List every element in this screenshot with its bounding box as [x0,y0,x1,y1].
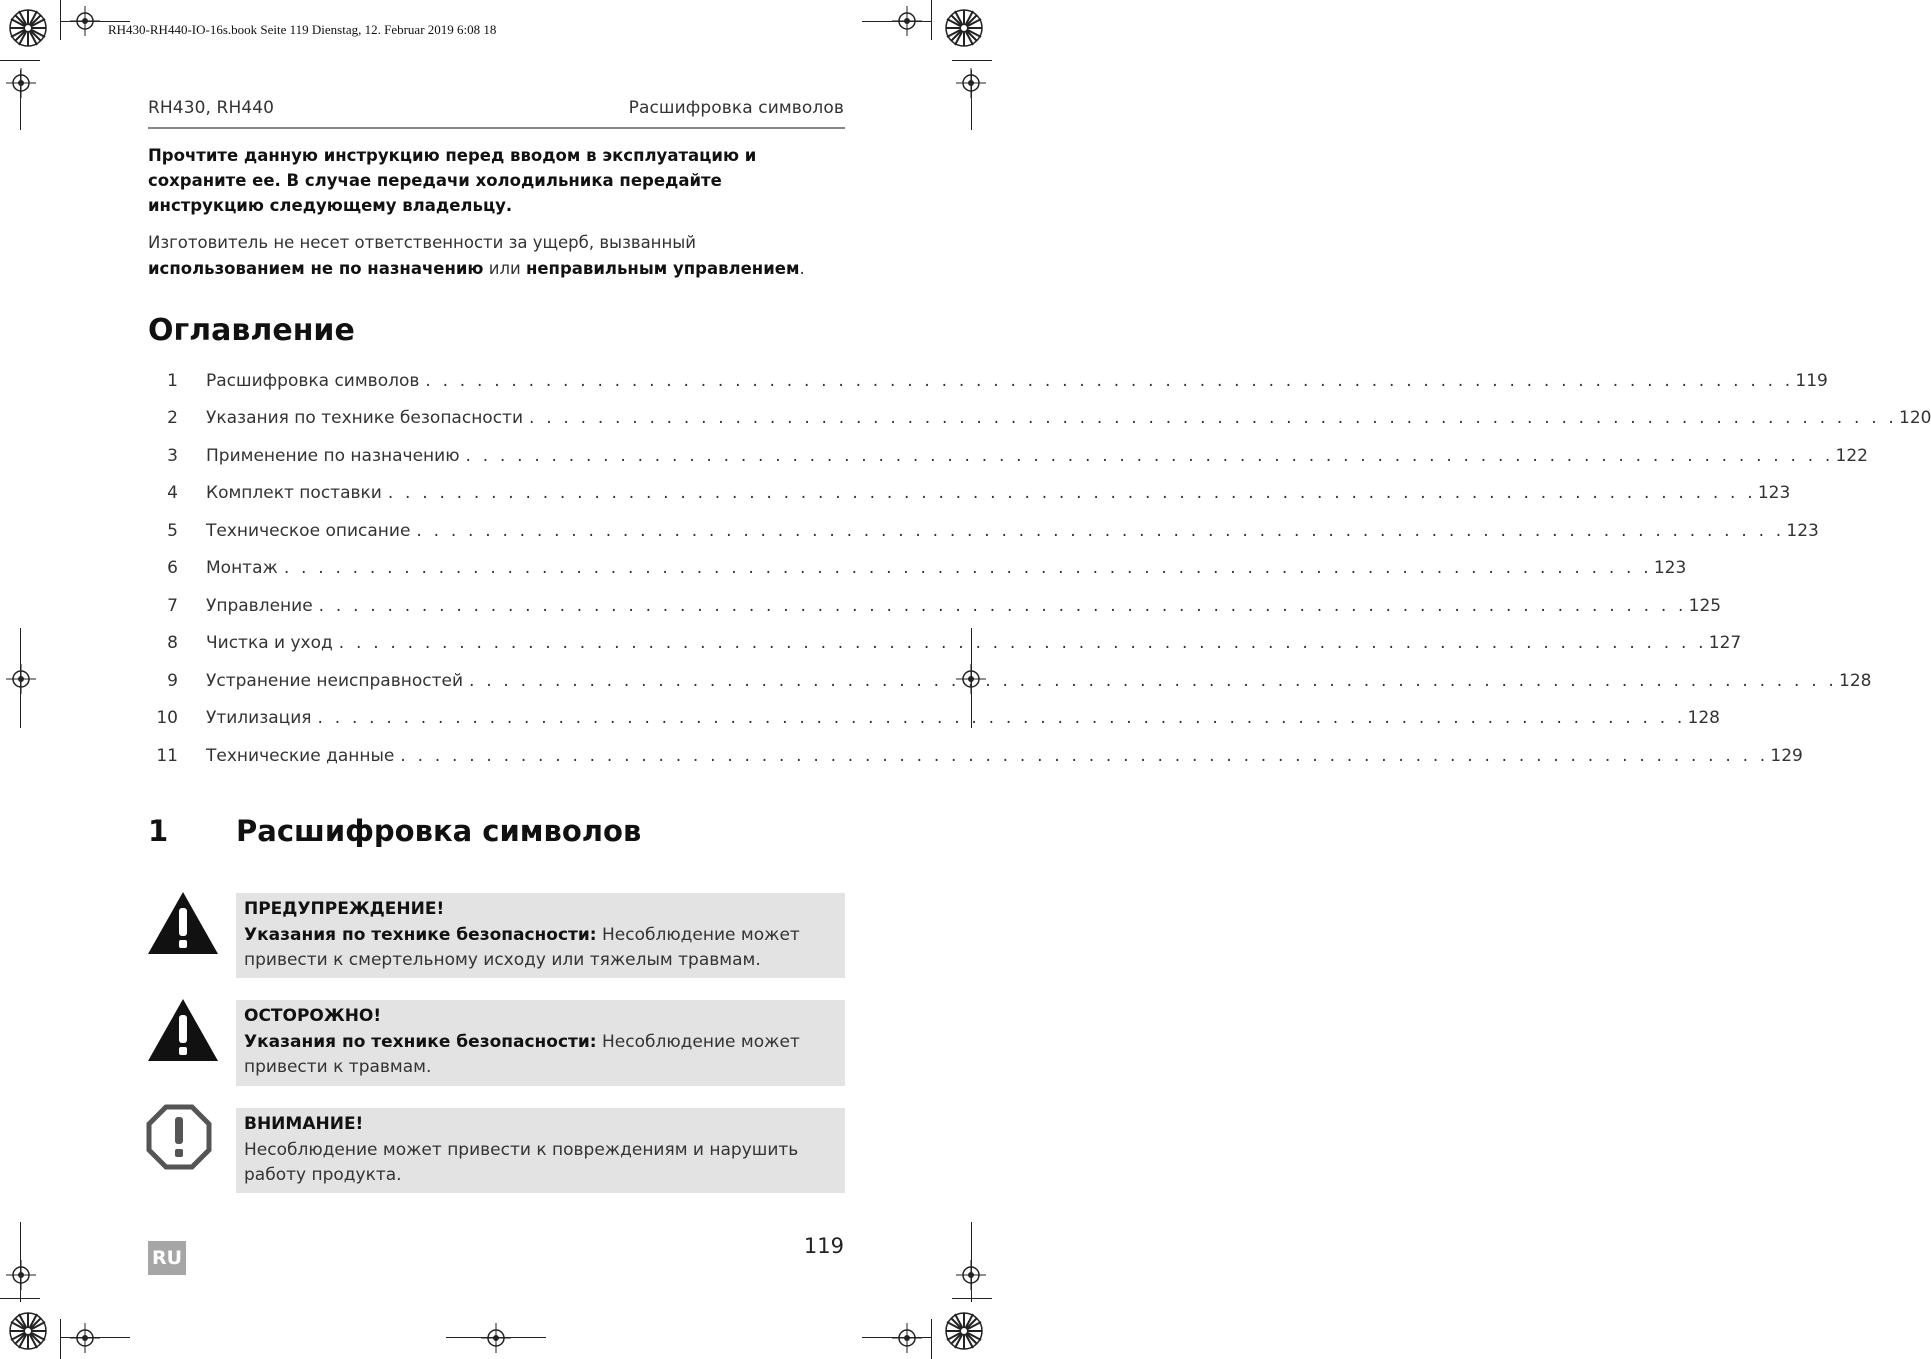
toc-entry[interactable] [148,700,1720,738]
toc-entry-number: 1 [167,370,178,391]
crosshair-mark-icon [481,1323,511,1353]
toc-entry[interactable] [148,362,1828,400]
disclaimer-text: . [799,259,805,278]
toc-entry[interactable] [148,550,1687,588]
notice-octagon-icon [146,1104,212,1170]
page-number: 119 [803,1234,844,1258]
toc-entry-page: 127 [1708,633,1742,654]
crosshair-mark-icon [70,1323,100,1353]
toc-leader-dots: . . . . . . . . . . . . . . . . . . . . . . . . . . . . . . . . . . . . . . . . . . . . . . . . . . . . . . . . . . . . . . . . . . . . . . . . . . . . . . . . [283,558,1652,579]
toc-entry-page: 125 [1688,595,1722,616]
toc-entry-label: Комплект поставки [206,483,382,504]
toc-entry-page: 122 [1835,445,1868,466]
registration-starburst-icon [944,8,984,48]
toc-entry-number: 6 [167,558,178,579]
language-badge: RU [148,1241,186,1275]
crop-line [931,1319,932,1359]
crop-line [60,0,61,40]
toc-entry-label: Техническое описание [206,520,411,541]
notice-lead: Указания по технике безопасности: [244,924,597,945]
toc-entry[interactable] [148,512,1819,550]
toc-entry-page: 123 [1653,558,1687,579]
crop-line [60,1319,61,1359]
toc-entry[interactable] [148,737,1803,775]
toc-entry-page: 120 [1899,408,1931,429]
toc-entry-page: 129 [1770,745,1803,766]
toc-entry-page: 128 [1687,708,1720,729]
section-title: Расшифровка символов [236,814,642,848]
crop-line [862,21,932,22]
book-file-info: RH430-RH440-IO-16s.book Seite 119 Dienstag, 12. Februar 2019 6:08 18 [108,22,497,37]
intro-read-instructions: Прочтите данную инструкцию перед вводом в эксплуатацию и сохраните ее. В случае передачи холодильника передайте инструкцию следующему владельцу. [148,146,757,215]
toc-leader-dots: . . . . . . . . . . . . . . . . . . . . . . . . . . . . . . . . . . . . . . . . . . . . . . . . . . . . . . . . . . . . . . . . . . . . . . . . . . . . . . . . [469,670,1838,691]
notice-text: Несоблюдение может привести к травмам. [244,1031,800,1077]
crop-line [862,1337,932,1338]
toc-entry-number: 10 [156,708,178,729]
toc-entry[interactable] [148,662,1872,700]
toc-entry-number: 5 [167,520,178,541]
header-section: Расшифровка символов [628,98,844,118]
toc-leader-dots: . . . . . . . . . . . . . . . . . . . . . . . . . . . . . . . . . . . . . . . . . . . . . . . . . . . . . . . . . . . . . . . . . . . . . . . . . . . . . . . . [529,408,1898,429]
toc-leader-dots: . . . . . . . . . . . . . . . . . . . . . . . . . . . . . . . . . . . . . . . . . . . . . . . . . . . . . . . . . . . . . . . . . . . . . . . . . . . . . . . . [400,745,1769,766]
toc-entry-number: 2 [167,408,178,429]
notice-lead: Указания по технике безопасности: [244,1031,597,1052]
registration-starburst-icon [8,8,48,48]
crop-line [931,0,932,40]
toc-leader-dots: . . . . . . . . . . . . . . . . . . . . . . . . . . . . . . . . . . . . . . . . . . . . . . . . . . . . . . . . . . . . . . . . . . . . . . . . . . . . . . . . [317,708,1686,729]
toc-entry-number: 11 [156,745,178,766]
toc-list [148,362,1931,775]
header-rule [148,127,845,129]
crop-line [0,60,40,61]
crop-line [971,1222,972,1302]
toc-entry[interactable] [148,587,1722,625]
toc-title: Оглавление [148,313,355,348]
toc-entry-label: Расшифровка символов [206,370,420,391]
notice-title: ВНИМАНИЕ! [244,1114,364,1134]
toc-entry-page: 119 [1795,370,1828,391]
disclaimer-emphasis: неправильным управлением [525,259,800,278]
toc-entry-number: 7 [167,595,178,616]
crop-line [446,1337,546,1338]
toc-leader-dots: . . . . . . . . . . . . . . . . . . . . . . . . . . . . . . . . . . . . . . . . . . . . . . . . . . . . . . . . . . . . . . . . . . . . . . . . . . . . . . . . [387,483,1756,504]
crop-line [60,1337,130,1338]
registration-starburst-icon [944,1311,984,1351]
toc-entry-page: 123 [1786,520,1819,541]
toc-entry-label: Технические данные [206,745,395,766]
toc-entry-number: 9 [167,670,178,691]
toc-leader-dots: . . . . . . . . . . . . . . . . . . . . . . . . . . . . . . . . . . . . . . . . . . . . . . . . . . . . . . . . . . . . . . . . . . . . . . . . . . . . . . . . [425,370,1794,391]
toc-entry-label: Применение по назначению [206,445,460,466]
crosshair-mark-icon [6,1260,36,1290]
toc-entry[interactable] [148,400,1931,438]
liability-disclaimer [148,230,848,282]
toc-entry-label: Устранение неисправностей [206,670,464,691]
crosshair-mark-icon [6,664,36,694]
section-number: 1 [148,814,169,848]
toc-entry-page: 123 [1757,483,1791,504]
crop-line [952,60,992,61]
toc-entry-label: Указания по технике безопасности [206,408,524,429]
toc-entry-page: 128 [1839,670,1872,691]
toc-entry-label: Чистка и уход [206,633,333,654]
toc-entry-label: Монтаж [206,558,278,579]
notice-title: ПРЕДУПРЕЖДЕНИЕ! [244,899,445,919]
caution-triangle-icon [146,997,220,1065]
crop-line [20,70,21,130]
disclaimer-text: или [483,259,526,278]
registration-starburst-icon [8,1311,48,1351]
notice-caution [236,1000,845,1086]
toc-entry[interactable] [148,625,1742,663]
toc-leader-dots: . . . . . . . . . . . . . . . . . . . . . . . . . . . . . . . . . . . . . . . . . . . . . . . . . . . . . . . . . . . . . . . . . . . . . . . . . . . . . . . . [465,445,1834,466]
toc-leader-dots: . . . . . . . . . . . . . . . . . . . . . . . . . . . . . . . . . . . . . . . . . . . . . . . . . . . . . . . . . . . . . . . . . . . . . . . . . . . . . . . . [338,633,1707,654]
crop-line [20,1222,21,1302]
crosshair-mark-icon [6,68,36,98]
toc-entry-label: Управление [206,595,313,616]
notice-attention [236,1108,845,1193]
notice-warning [236,893,845,978]
toc-entry-number: 8 [167,633,178,654]
disclaimer-text: Изготовитель не несет ответственности за ущерб, вызванный [148,233,697,252]
crop-line [971,70,972,130]
notice-title: ОСТОРОЖНО! [244,1006,382,1026]
toc-leader-dots: . . . . . . . . . . . . . . . . . . . . . . . . . . . . . . . . . . . . . . . . . . . . . . . . . . . . . . . . . . . . . . . . . . . . . . . . . . . . . . . . [416,520,1785,541]
warning-triangle-icon [146,890,220,958]
crosshair-mark-icon [892,1323,922,1353]
toc-entry[interactable] [148,437,1868,475]
toc-entry-label: Утилизация [206,708,312,729]
toc-entry-number: 3 [167,445,178,466]
crop-line [20,628,21,728]
notice-text: Несоблюдение может привести к повреждениям и нарушить работу продукта. [244,1139,799,1185]
toc-entry-number: 4 [167,483,178,504]
disclaimer-emphasis: использованием не по назначению [148,259,484,278]
crop-line [952,1298,992,1299]
header-models: RH430, RH440 [148,98,275,118]
toc-leader-dots: . . . . . . . . . . . . . . . . . . . . . . . . . . . . . . . . . . . . . . . . . . . . . . . . . . . . . . . . . . . . . . . . . . . . . . . . . . . . . . . . [318,595,1687,616]
notice-text: Несоблюдение может привести к смертельному исходу или тяжелым травмам. [244,924,800,970]
toc-entry[interactable] [148,475,1791,513]
